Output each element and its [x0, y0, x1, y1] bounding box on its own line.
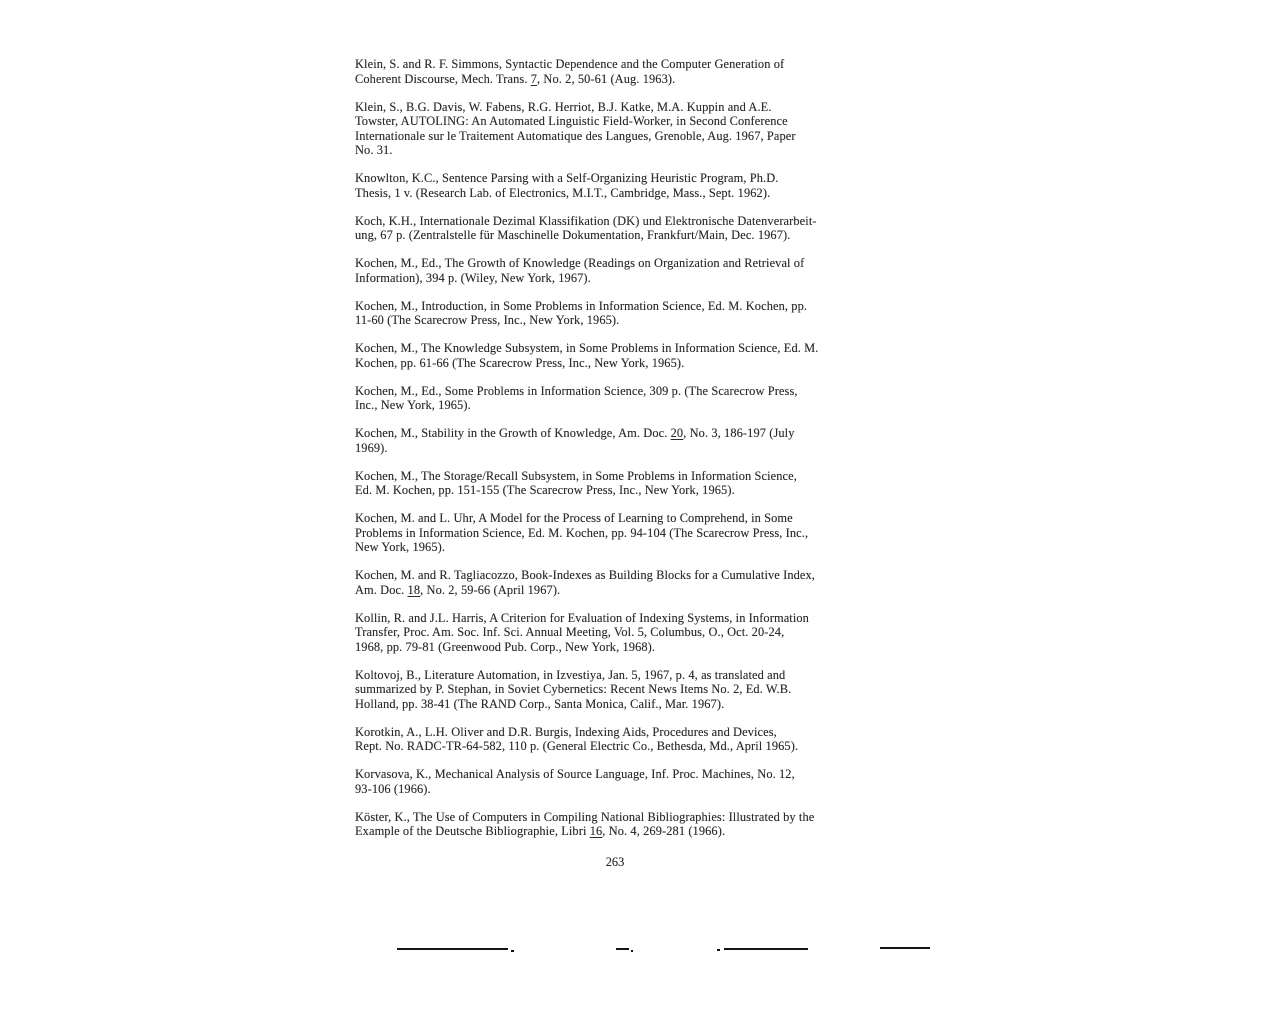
- reference-line: [355, 611, 882, 626]
- reference-text: Kollin, R. and J.L. Harris, A Criterion for Evaluation of Indexing Systems, in Information: [355, 610, 809, 625]
- reference-entry: [355, 214, 882, 243]
- reference-entry: [355, 469, 882, 498]
- bibliography-list: [355, 57, 882, 852]
- reference-line: [355, 640, 882, 655]
- reference-line: [355, 511, 882, 526]
- reference-text: Kochen, M., The Storage/Recall Subsystem, in Some Problems in Information Science,: [355, 468, 797, 483]
- reference-line: [355, 57, 882, 72]
- reference-entry: [355, 810, 882, 839]
- reference-line: [355, 668, 882, 683]
- reference-line: [355, 341, 882, 356]
- reference-text: Koltovoj, B., Literature Automation, in Izvestiya, Jan. 5, 1967, p. 4, as translated and: [355, 667, 786, 682]
- reference-text: Kochen, M., Introduction, in Some Problems in Information Science, Ed. M. Kochen, pp.: [355, 298, 808, 313]
- reference-line: [355, 583, 882, 598]
- reference-line: [355, 214, 882, 229]
- scan-artifact-line: [724, 948, 808, 950]
- reference-text: Kochen, M. and R. Tagliacozzo, Book-Indexes as Building Blocks for a Cumulative Index,: [355, 568, 816, 582]
- reference-text: Köster, K., The Use of Computers in Compiling National Bibliographies: Illustrated by the: [355, 809, 815, 824]
- reference-text: 11-60 (The Scarecrow Press, Inc., New York, 1965).: [355, 313, 620, 327]
- reference-line: [355, 313, 882, 328]
- reference-text: Ed. M. Kochen, pp. 151-155 (The Scarecrow Press, Inc., New York, 1965).: [355, 483, 735, 497]
- reference-text: , No. 2, 50-61 (Aug. 1963).: [537, 71, 676, 86]
- reference-text: Kochen, M., Ed., The Growth of Knowledge (Readings on Organization and Retrieval of: [355, 256, 805, 270]
- reference-entry: [355, 57, 882, 86]
- reference-text: Koch, K.H., Internationale Dezimal Klassifikation (DK) und Elektronische Datenverarbeit-: [355, 213, 817, 228]
- reference-text: 93-106 (1966).: [355, 781, 431, 796]
- reference-text: summarized by P. Stephan, in Soviet Cybernetics: Recent News Items No. 2, Ed. W.B.: [355, 682, 792, 696]
- reference-line: [355, 568, 882, 583]
- reference-text: 1968, pp. 79-81 (Greenwood Pub. Corp., New York, 1968).: [355, 639, 656, 654]
- reference-line: [355, 725, 882, 740]
- reference-entry: [355, 171, 882, 200]
- reference-line: [355, 483, 882, 498]
- reference-entry: [355, 725, 882, 754]
- reference-line: [355, 256, 882, 271]
- reference-text: Korotkin, A., L.H. Oliver and D.R. Burgis, Indexing Aids, Procedures and Devices,: [355, 724, 777, 739]
- reference-text: Internationale sur le Traitement Automatique des Langues, Grenoble, Aug. 1967, Paper: [355, 128, 796, 143]
- reference-text: Korvasova, K., Mechanical Analysis of Source Language, Inf. Proc. Machines, No. 12,: [355, 767, 795, 781]
- reference-line: [355, 384, 882, 399]
- reference-entry: [355, 767, 882, 796]
- reference-line: [355, 426, 882, 441]
- reference-text: Kochen, M., Stability in the Growth of Knowledge, Am. Doc.: [355, 426, 671, 440]
- page-number: 263: [605, 855, 625, 869]
- reference-line: [355, 526, 882, 541]
- reference-text: Klein, S. and R. F. Simmons, Syntactic Dependence and the Computer Generation of: [355, 57, 785, 71]
- reference-text: New York, 1965).: [355, 540, 446, 554]
- reference-text: Inc., New York, 1965).: [355, 398, 471, 412]
- scan-artifact-line: [631, 950, 633, 952]
- reference-text: Klein, S., B.G. Davis, W. Fabens, R.G. Herriot, B.J. Katke, M.A. Kuppin and A.E.: [355, 99, 772, 114]
- volume-number: 16: [589, 824, 603, 838]
- reference-text: Problems in Information Science, Ed. M. Kochen, pp. 94-104 (The Scarecrow Press, Inc.,: [355, 525, 809, 540]
- volume-number: 7: [530, 71, 538, 86]
- reference-line: [355, 767, 882, 782]
- volume-number: 20: [670, 426, 684, 440]
- reference-text: Am. Doc.: [355, 582, 408, 597]
- reference-line: [355, 625, 882, 640]
- reference-line: [355, 271, 882, 286]
- reference-line: [355, 540, 882, 555]
- reference-entry: [355, 511, 882, 555]
- reference-line: [355, 682, 882, 697]
- reference-entry: [355, 611, 882, 655]
- reference-line: [355, 824, 882, 839]
- reference-line: [355, 810, 882, 825]
- reference-text: , No. 4, 269-281 (1966).: [602, 824, 726, 838]
- reference-line: [355, 299, 882, 314]
- reference-entry: [355, 426, 882, 455]
- reference-text: Kochen, pp. 61-66 (The Scarecrow Press, Inc., New York, 1965).: [355, 355, 685, 370]
- scan-artifact-line: [717, 949, 720, 951]
- reference-text: Kochen, M., Ed., Some Problems in Information Science, 309 p. (The Scarecrow Press,: [355, 383, 798, 398]
- reference-text: Kochen, M., The Knowledge Subsystem, in Some Problems in Information Science, Ed. M.: [355, 341, 819, 355]
- reference-text: Information), 394 p. (Wiley, New York, 1967).: [355, 270, 591, 285]
- reference-line: [355, 129, 882, 144]
- reference-line: [355, 228, 882, 243]
- reference-entry: [355, 256, 882, 285]
- reference-line: [355, 697, 882, 712]
- reference-entry: [355, 341, 882, 370]
- volume-number: 18: [407, 582, 421, 597]
- reference-text: Kochen, M. and L. Uhr, A Model for the Process of Learning to Comprehend, in Some: [355, 511, 793, 525]
- reference-entry: [355, 100, 882, 158]
- reference-entry: [355, 668, 882, 712]
- reference-line: [355, 469, 882, 484]
- reference-line: [355, 398, 882, 413]
- reference-line: [355, 186, 882, 201]
- reference-text: Holland, pp. 38-41 (The RAND Corp., Santa Monica, Calif., Mar. 1967).: [355, 696, 725, 711]
- reference-text: Knowlton, K.C., Sentence Parsing with a Self-Organizing Heuristic Program, Ph.D.: [355, 171, 779, 185]
- reference-line: [355, 72, 882, 87]
- reference-text: Transfer, Proc. Am. Soc. Inf. Sci. Annual Meeting, Vol. 5, Columbus, O., Oct. 20-24,: [355, 625, 785, 639]
- scan-artifact-line: [397, 948, 508, 950]
- reference-text: , No. 3, 186-197 (July: [683, 426, 795, 440]
- reference-entry: [355, 299, 882, 328]
- reference-line: [355, 782, 882, 797]
- reference-line: [355, 356, 882, 371]
- reference-entry: [355, 384, 882, 413]
- reference-text: Example of the Deutsche Bibliographie, Libri: [355, 824, 590, 838]
- reference-text: ung, 67 p. (Zentralstelle für Maschinelle Dokumentation, Frankfurt/Main, Dec. 1967).: [355, 228, 791, 242]
- reference-line: [355, 739, 882, 754]
- reference-line: [355, 114, 882, 129]
- reference-text: Towster, AUTOLING: An Automated Linguistic Field-Worker, in Second Conference: [355, 114, 788, 128]
- reference-text: No. 31.: [355, 143, 393, 157]
- reference-line: [355, 441, 882, 456]
- scan-artifact-line: [616, 948, 629, 950]
- scan-artifact-line: [880, 947, 930, 949]
- reference-text: , No. 2, 59-66 (April 1967).: [420, 582, 561, 597]
- reference-text: 1969).: [355, 440, 388, 455]
- reference-line: [355, 143, 882, 158]
- reference-line: [355, 171, 882, 186]
- reference-text: Coherent Discourse, Mech. Trans.: [355, 71, 531, 86]
- reference-text: Thesis, 1 v. (Research Lab. of Electronics, M.I.T., Cambridge, Mass., Sept. 1962).: [355, 185, 771, 200]
- reference-text: Rept. No. RADC-TR-64-582, 110 p. (General Electric Co., Bethesda, Md., April 1965).: [355, 739, 799, 753]
- reference-entry: [355, 568, 882, 597]
- reference-line: [355, 100, 882, 115]
- scan-artifact-line: [511, 950, 514, 952]
